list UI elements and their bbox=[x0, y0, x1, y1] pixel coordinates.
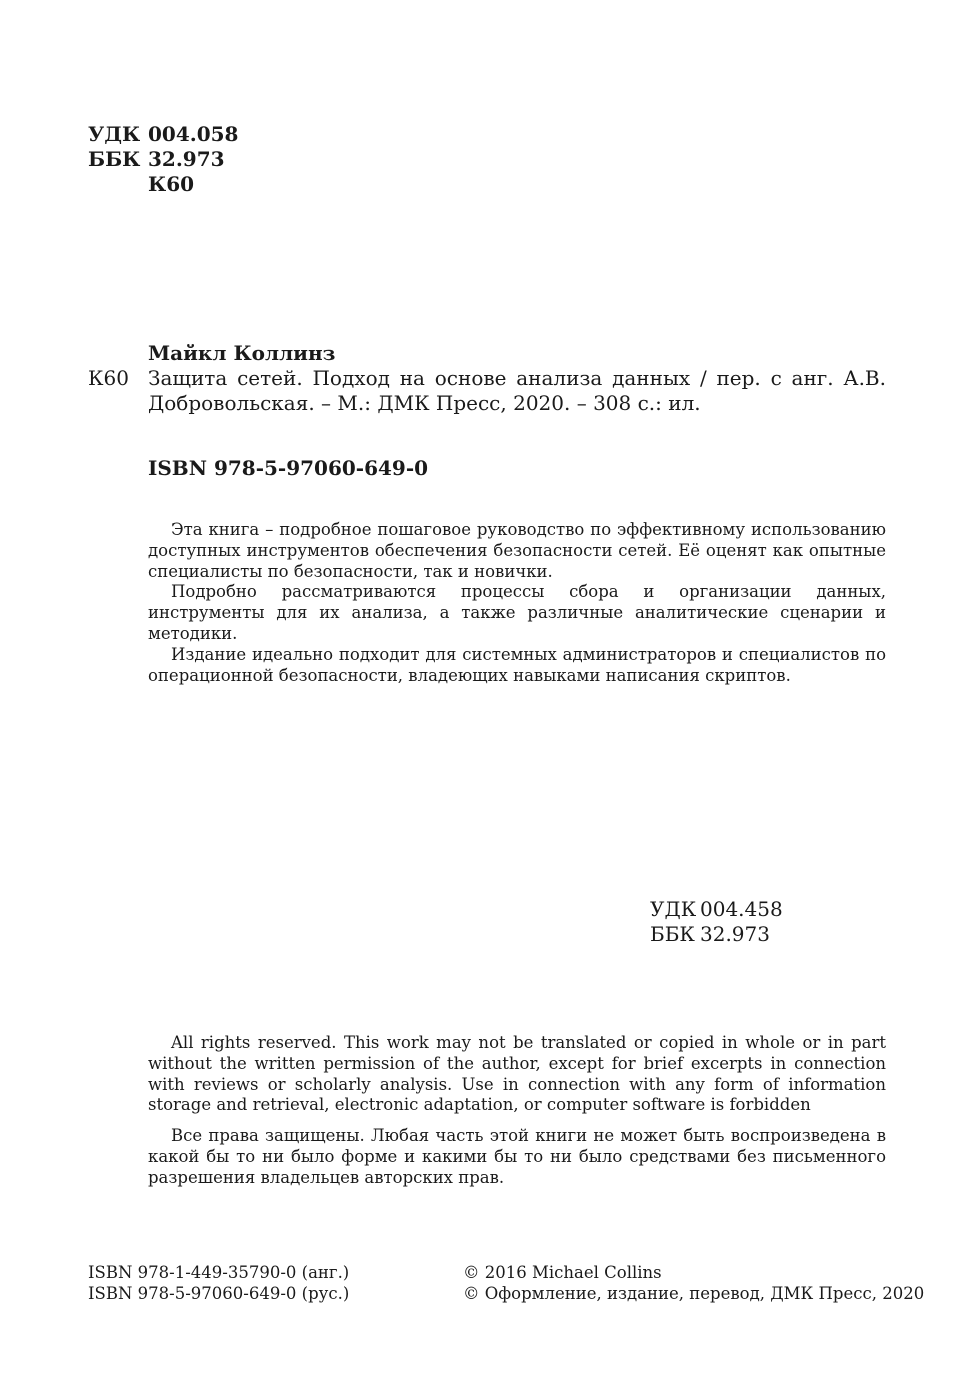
bbk-row-bottom bbox=[650, 922, 783, 947]
author-mark-top: К60 bbox=[148, 172, 195, 196]
bbk-label: ББК bbox=[88, 147, 141, 171]
udk-label: УДК bbox=[650, 897, 697, 921]
bbk-row-top bbox=[88, 147, 225, 172]
rights-notice-english bbox=[148, 1033, 886, 1116]
annotation-paragraph: Подробно рассматриваются процессы сбора и организации данных, инструменты для их анализа, а также различные аналитические сценарии и методики. bbox=[148, 582, 886, 643]
rights-russian-text: Все права защищены. Любая часть этой книги не может быть воспроизведена в какой бы то ни было форме и какими бы то ни было средствами без письменного разрешения владельцев авторских прав. bbox=[148, 1126, 886, 1187]
udk-row-bottom bbox=[650, 897, 783, 922]
isbn-original: ISBN 978-1-449-35790-0 (анг.) bbox=[88, 1263, 350, 1282]
isbn-russian: ISBN 978-5-97060-649-0 (рус.) bbox=[88, 1283, 350, 1303]
classification-bottom bbox=[650, 897, 783, 947]
udk-value: 004.458 bbox=[700, 897, 783, 921]
annotation-paragraph: Эта книга – подробное пошаговое руководство по эффективному использованию доступных инструментов обеспечения безопасности сетей. Её оценят как опытные специалисты по безопасности, так и новички. bbox=[148, 520, 886, 581]
footer-copyright-block bbox=[463, 1263, 924, 1305]
copyright-original: © 2016 Michael Collins bbox=[463, 1263, 662, 1282]
bibliographic-description: Защита сетей. Подход на основе анализа данных / пер. с анг. А.В. Добровольская. – М.: ДМК Пресс, 2020. – 308 с.: ил. bbox=[148, 366, 886, 415]
author-mark: К60 bbox=[88, 366, 129, 390]
udk-label: УДК bbox=[88, 122, 141, 146]
udk-row-top bbox=[88, 122, 238, 147]
copyright-edition: © Оформление, издание, перевод, ДМК Пресс, 2020 bbox=[463, 1283, 925, 1303]
annotation bbox=[148, 520, 886, 686]
rights-notice-russian bbox=[148, 1126, 886, 1188]
udk-value: 004.058 bbox=[148, 122, 239, 146]
annotation-paragraph: Издание идеально подходит для системных администраторов и специалистов по операционной безопасности, владеющих навыками написания скриптов. bbox=[148, 644, 886, 685]
bbk-value: 32.973 bbox=[700, 922, 770, 946]
rights-english-text: All rights reserved. This work may not be translated or copied in whole or in part without the written permission of the author, except for brief excerpts in connection with reviews or scholarly analysis. Use in connection with any form of information storage and retrieval, electronic adaptation, or computer software is forbidden bbox=[148, 1033, 886, 1115]
isbn-main: ISBN 978-5-97060-649-0 bbox=[148, 456, 429, 480]
bbk-label: ББК bbox=[650, 922, 695, 946]
footer-isbn-block bbox=[88, 1263, 349, 1305]
author-name: Майкл Коллинз bbox=[148, 341, 336, 365]
bbk-value: 32.973 bbox=[148, 147, 225, 171]
